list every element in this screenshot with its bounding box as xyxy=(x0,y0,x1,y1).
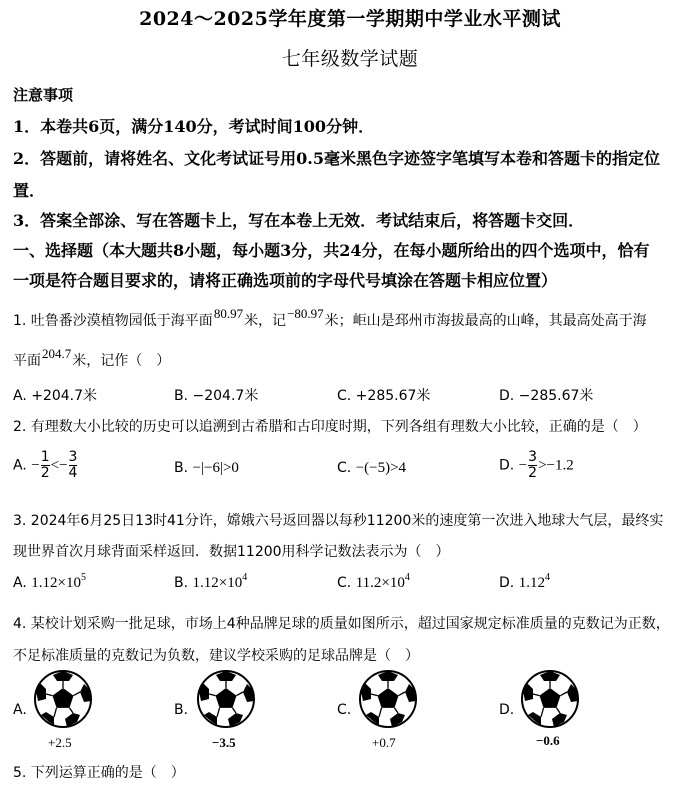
question-4-line-2: 不足标准质量的克数记为负数，建议学校采购的足球品牌是（ ） xyxy=(13,648,419,664)
notice-item-2-cont: 置． xyxy=(13,181,46,200)
question-1-option-d[interactable]: D. −285.67米 xyxy=(499,388,594,404)
fraction-3-4: $\frac{3}{4}$ xyxy=(68,449,78,481)
notice-heading: 注意事项 xyxy=(13,86,74,104)
question-2-stem: 2. 有理数大小比较的历史可以追溯到古希腊和古印度时期，下列各组有理数大小比较，正确的是（ ） xyxy=(13,419,647,435)
value-204.7: 204.7 xyxy=(42,346,72,361)
ball-b-mass-deviation: −3.5 xyxy=(212,735,236,750)
question-3-line-1: 3. 2024年6月25日13时41分许，嫦娥六号返回器以每秒11200米的速度第一次进入地球大气层，最终实 xyxy=(13,513,664,529)
soccer-ball-icon[interactable] xyxy=(33,669,93,729)
value-minus-80.97: −80.97 xyxy=(287,306,324,321)
soccer-ball-icon[interactable] xyxy=(520,669,580,729)
question-2-option-b[interactable]: B. −|−6|>0 xyxy=(174,460,239,476)
question-5-stem: 5. 下列运算正确的是（ ） xyxy=(13,765,185,781)
ball-d-mass-deviation: −0.6 xyxy=(536,733,560,748)
fraction-3-2: $\frac{3}{2}$ xyxy=(528,449,538,481)
question-4-option-c-label[interactable]: C. xyxy=(337,702,352,718)
soccer-ball-icon[interactable] xyxy=(358,669,418,729)
question-1-option-c[interactable]: C. +285.67米 xyxy=(337,388,431,404)
question-1-line-2: 平面204.7米，记作（ ） xyxy=(13,346,171,369)
exam-subtitle: 七年级数学试题 xyxy=(281,48,419,70)
question-3-option-c[interactable]: C. $11.2\times 10^4$ xyxy=(337,572,410,591)
soccer-ball-icon[interactable] xyxy=(196,669,256,729)
exam-title: 2024～2025学年度第一学期期中学业水平测试 xyxy=(139,8,561,30)
section-heading-line-1: 一、选择题（本大题共8小题，每小题3分，共24分，在每小题所给出的四个选项中，恰有 xyxy=(13,241,650,260)
question-4-option-b-label[interactable]: B. xyxy=(174,702,189,718)
question-2-option-a[interactable]: A. − $\frac{1}{2}$ <− $\frac{3}{4}$ xyxy=(13,449,78,481)
notice-item-3: 3．答案全部涂、写在答题卡上，写在本卷上无效．考试结束后，将答题卡交回． xyxy=(13,211,585,230)
notice-item-2: 2．答题前，请将姓名、文化考试证号用0.5毫米黑色字迹签字笔填写本卷和答题卡的指定位 xyxy=(13,149,660,168)
question-4-option-d-label[interactable]: D. xyxy=(499,702,515,718)
question-1-option-b[interactable]: B. −204.7米 xyxy=(174,388,259,404)
question-3-line-2: 现世界首次月球背面采样返回．数据11200用科学记数法表示为（ ） xyxy=(13,544,450,560)
fraction-1-2: $\frac{1}{2}$ xyxy=(40,449,50,481)
ball-a-mass-deviation: +2.5 xyxy=(48,735,72,750)
question-3-option-d[interactable]: D. 1.12$^4$ xyxy=(499,572,550,591)
notice-item-1: 1．本卷共6页，满分140分，考试时间100分钟． xyxy=(13,117,375,136)
question-1-line-1: 1. 吐鲁番沙漠植物园低于海平面80.97米，记−80.97米；岠山是邳州市海拔最高的山峰，其最高处高于海 xyxy=(13,306,647,329)
ball-c-mass-deviation: +0.7 xyxy=(372,735,396,750)
question-4-option-a-label[interactable]: A. xyxy=(13,702,27,718)
question-2-option-c[interactable]: C. −(−5)>4 xyxy=(337,460,407,476)
question-1-option-a[interactable]: A. +204.7米 xyxy=(13,388,98,404)
value-80.97: 80.97 xyxy=(213,306,244,321)
question-3-option-a[interactable]: A. $1.12\times 10^5$ xyxy=(13,572,86,591)
question-3-option-b[interactable]: B. $1.12\times 10^4$ xyxy=(174,572,248,591)
question-2-option-d[interactable]: D. − $\frac{3}{2}$ >−1.2 xyxy=(499,449,574,481)
question-4-line-1: 4. 某校计划采购一批足球，市场上4种品牌足球的质量如图所示，超过国家规定标准质量的克数记为正数， xyxy=(13,616,670,632)
section-heading-line-2: 一项是符合题目要求的，请将正确选项前的字母代号填涂在答题卡相应位置） xyxy=(13,271,558,290)
